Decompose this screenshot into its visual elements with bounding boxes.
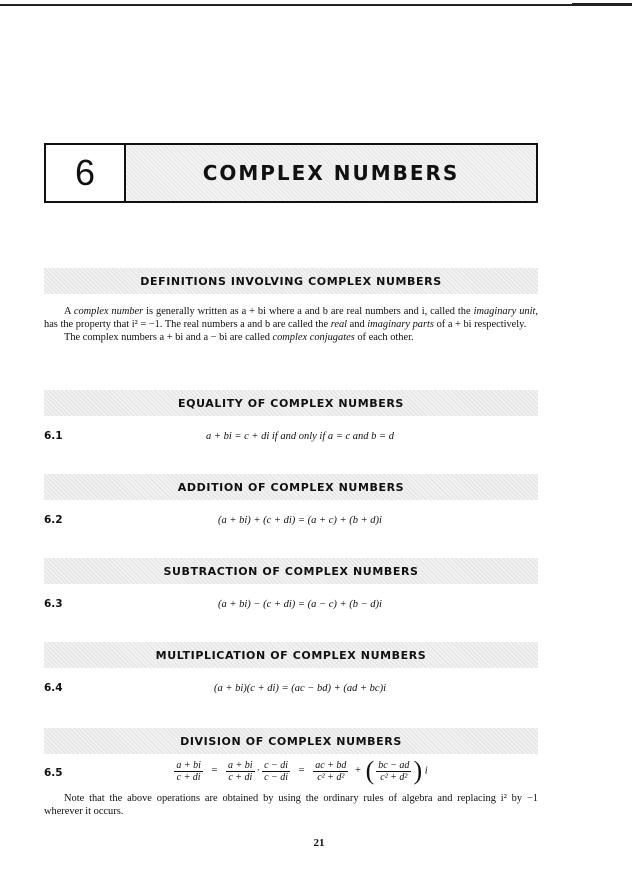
formula-subtraction: (a + bi) − (c + di) = (a − c) + (b − d)i [218, 599, 382, 610]
formula-number: 6.4 [44, 682, 63, 694]
definition-sentence: A complex number is generally written as a + bi where a and b are real numbers and i, called the imaginary unit, has the property that i² = −1. The real numbers a and b are called the real and imaginary parts of a + bi respectively. [44, 306, 538, 330]
chapter-number: 6 [46, 145, 126, 201]
formula-number: 6.5 [44, 767, 63, 779]
definitions-paragraph [44, 305, 538, 344]
section-heading-multiplication: MULTIPLICATION OF COMPLEX NUMBERS [44, 642, 538, 668]
note-text: Note that the above operations are obtained by using the ordinary rules of algebra and replacing i² by −1 wherever it occurs. [44, 793, 538, 817]
right-paren: ) [413, 756, 423, 785]
fraction: $\frac{c - di}{c - di}$ [264, 759, 289, 783]
note-paragraph [44, 792, 538, 818]
left-paren: ( [365, 756, 375, 785]
formula-addition: (a + bi) + (c + di) = (a + c) + (b + d)i [218, 515, 382, 526]
fraction: $\frac{bc - ad}{\text{c² + d²}}$ [378, 759, 410, 783]
section-heading-equality: EQUALITY OF COMPLEX NUMBERS [44, 390, 538, 416]
section-heading-division: DIVISION OF COMPLEX NUMBERS [44, 728, 538, 754]
section-heading-subtraction: SUBTRACTION OF COMPLEX NUMBERS [44, 558, 538, 584]
formula-multiplication: (a + bi)(c + di) = (ac − bd) + (ad + bc)i [214, 683, 386, 694]
chapter-title: COMPLEX NUMBERS [126, 145, 536, 201]
top-rule [0, 4, 632, 6]
fraction: $\frac{a + bi}{c + di}$ [228, 759, 253, 783]
section-heading-addition: ADDITION OF COMPLEX NUMBERS [44, 474, 538, 500]
formula-number: 6.1 [44, 430, 63, 442]
formula-division: $\frac{a + bi}{c + di}$ = $\frac{a + bi}{c + di}$ · $\frac{c - di}{c - di}$ = $\frac{ac + bd}{\text{c² + d²}}$ + ( $\frac{bc - ad}{\text{c² + d²}}$ ) i [176, 756, 428, 785]
conjugates-sentence: The complex numbers a + bi and a − bi are called complex conjugates of each other. [64, 332, 414, 343]
fraction: $\frac{a + bi}{c + di}$ [176, 759, 201, 783]
fraction: $\frac{ac + bd}{\text{c² + d²}}$ [315, 759, 347, 783]
formula-equality: a + bi = c + di if and only if a = c and b = d [206, 431, 394, 442]
chapter-header [44, 143, 538, 203]
formula-number: 6.3 [44, 598, 63, 610]
section-heading-definitions: DEFINITIONS INVOLVING COMPLEX NUMBERS [44, 268, 538, 294]
formula-number: 6.2 [44, 514, 63, 526]
page-number: 21 [313, 837, 325, 849]
